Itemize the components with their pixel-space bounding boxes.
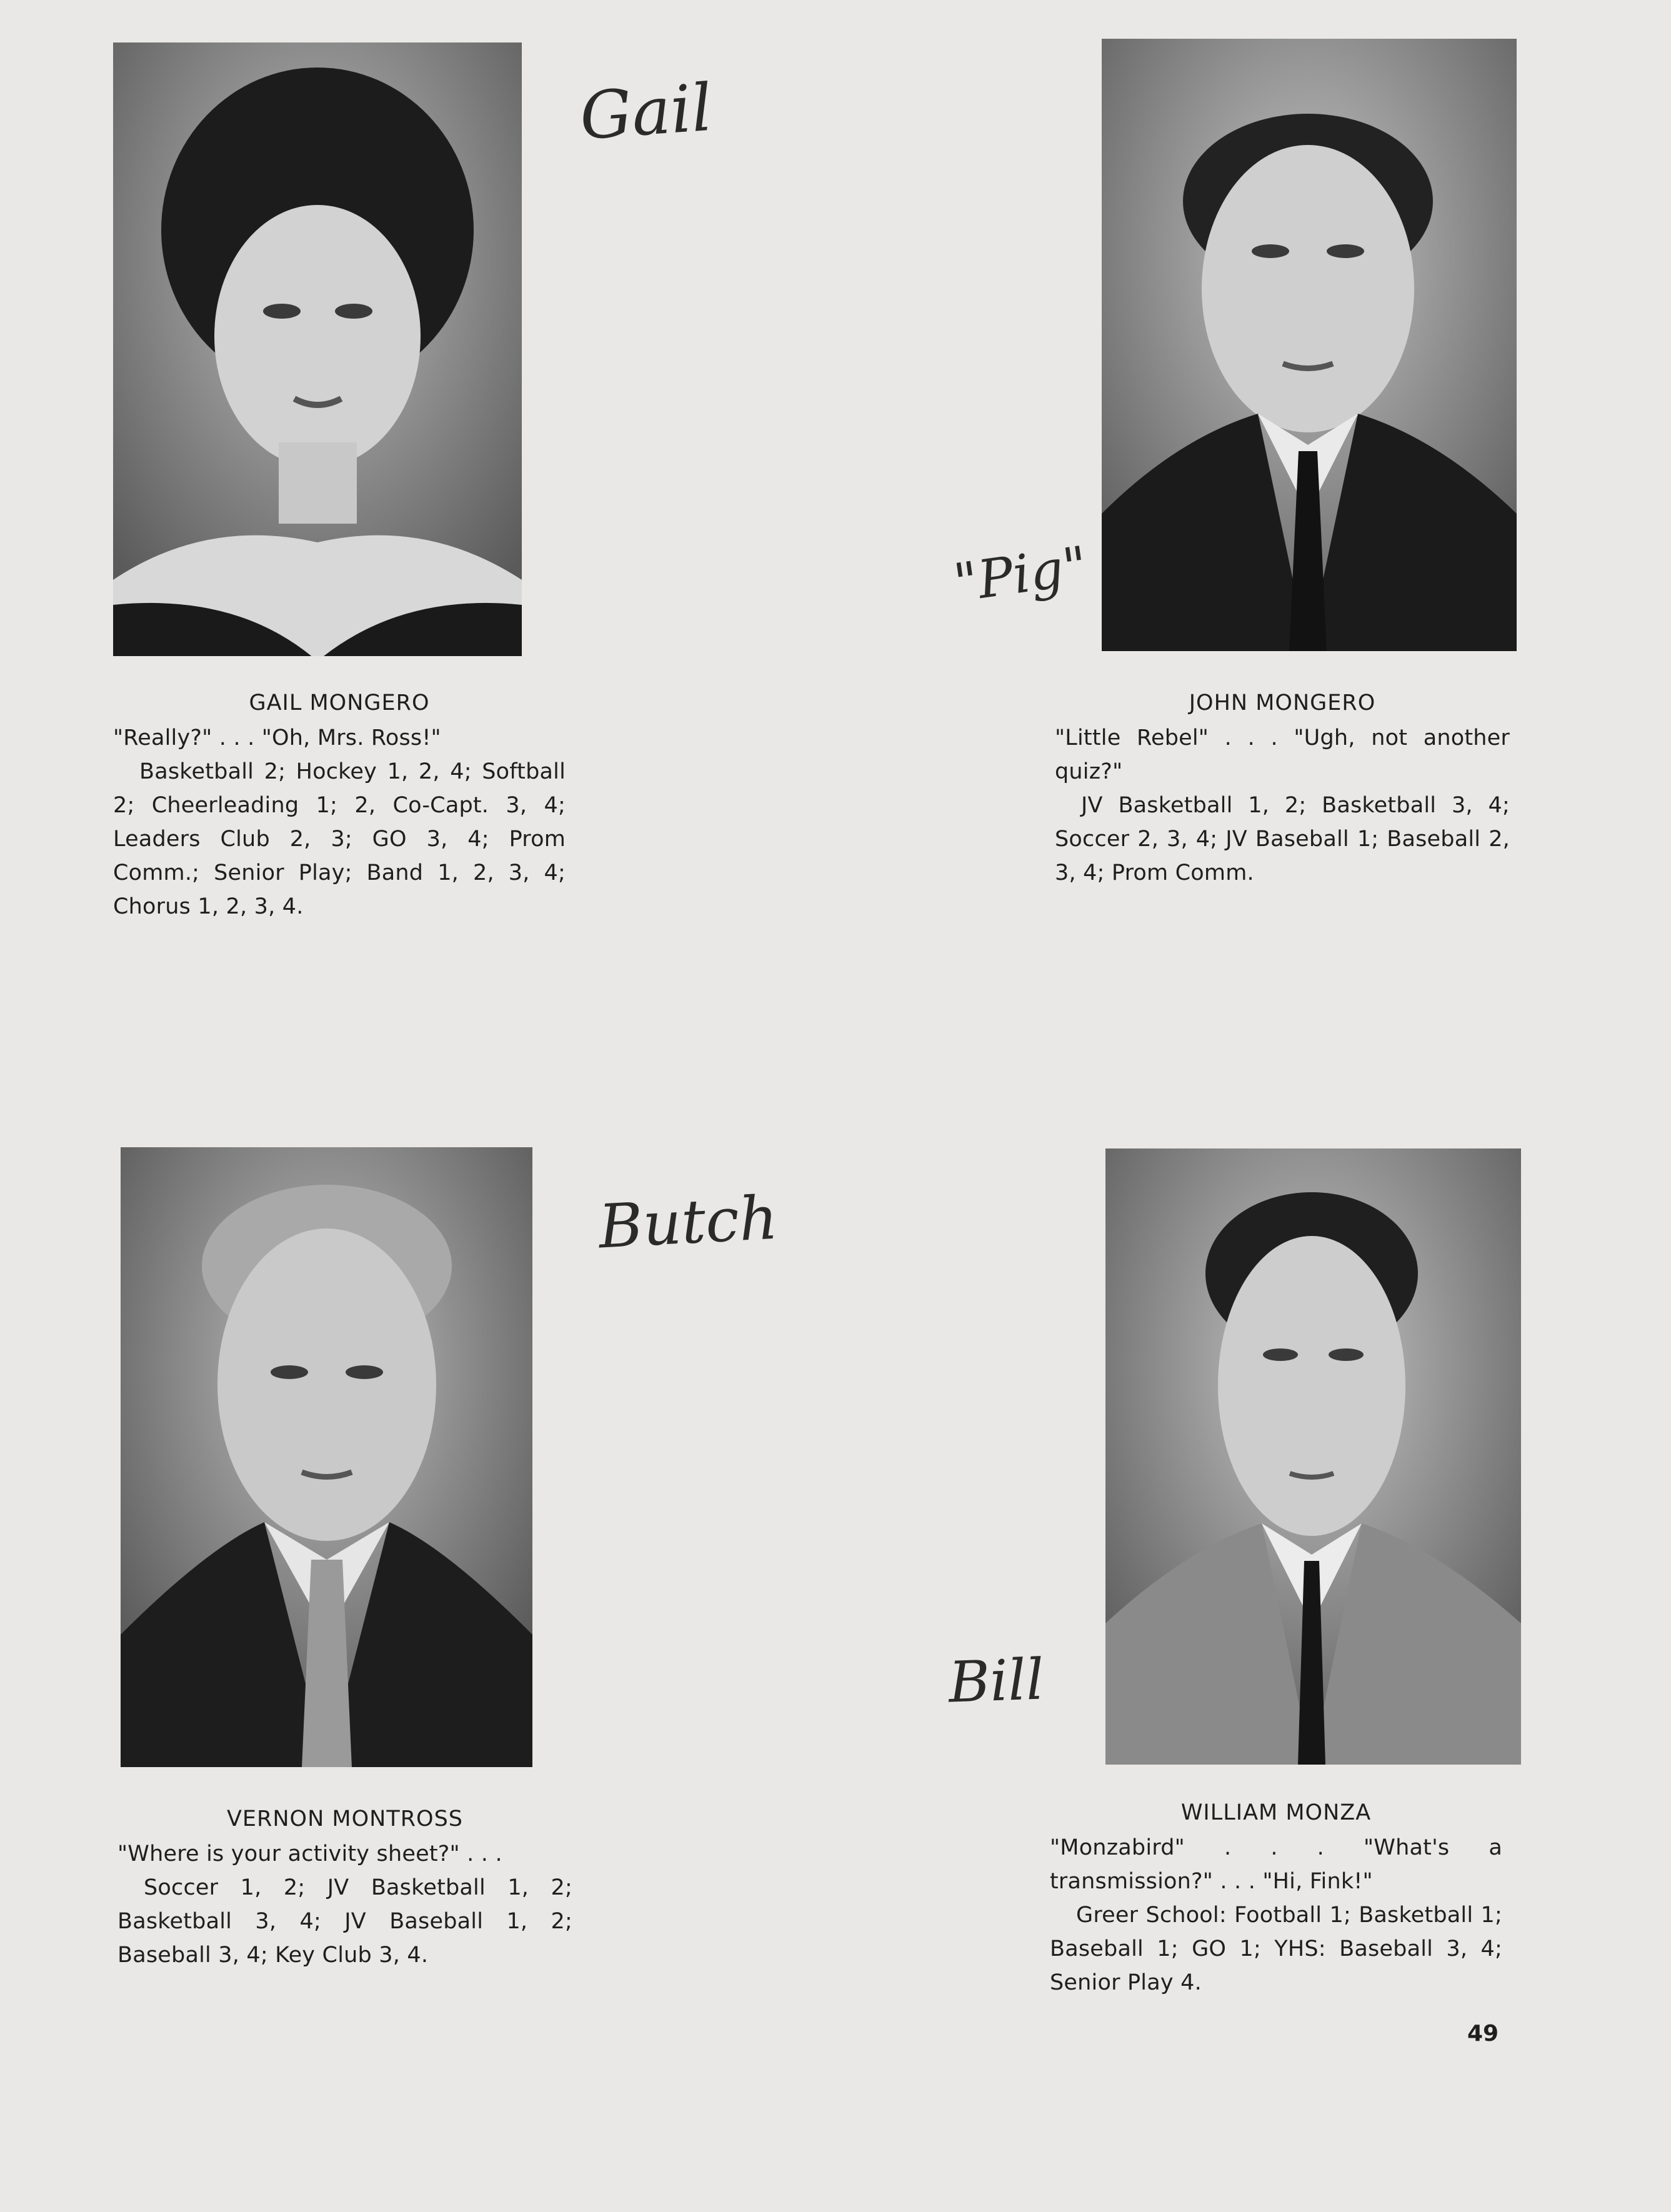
signature-vernon: Butch [597,1182,780,1262]
student-activities: Greer School: Football 1; Basketball 1; Baseball 1; GO 1; YHS: Baseball 3, 4; Senior Play 4. [1050,1903,1502,1995]
student-activities: Soccer 1, 2; JV Basketball 1, 2; Basketball 3, 4; JV Baseball 1, 2; Baseball 3, 4; Key Club 3, 4. [117,1875,572,1968]
signature-john: "Pig" [950,534,1092,614]
portrait-photo-vernon-montross [121,1147,532,1767]
student-quote: "Where is your activity sheet?" . . . [117,1841,502,1866]
signature-gail: Gail [577,69,715,155]
portrait-photo-gail-mongero [113,42,522,656]
portrait-photo-william-monza [1105,1148,1521,1765]
student-name: JOHN MONGERO [1189,690,1376,715]
signature-william: Bill [947,1647,1045,1716]
student-quote: "Really?" . . . "Oh, Mrs. Ross!" [113,725,441,750]
student-name: WILLIAM MONZA [1180,1800,1372,1825]
student-entry-gail-mongero [113,686,566,924]
portrait-photo-john-mongero [1102,39,1517,651]
student-name: GAIL MONGERO [249,690,430,715]
student-activities: Basketball 2; Hockey 1, 2, 4; Softball 2; Cheerleading 1; 2, Co-Capt. 3, 4; Leaders Club 2, 3; GO 3, 4; Prom Comm.; Senior Play; Band 1, 2, 3, 4; Chorus 1, 2, 3, 4. [113,759,566,919]
page-number: 49 [1467,2021,1499,2046]
student-quote: "Monzabird" . . . "What's a transmission?" . . . "Hi, Fink!" [1050,1835,1502,1894]
student-entry-vernon-montross [117,1802,572,1972]
student-entry-william-monza [1050,1796,1502,2000]
student-quote: "Little Rebel" . . . "Ugh, not another quiz?" [1055,725,1510,784]
student-activities: JV Basketball 1, 2; Basketball 3, 4; Soccer 2, 3, 4; JV Baseball 1; Baseball 2, 3, 4; Prom Comm. [1055,793,1510,885]
student-entry-john-mongero [1055,686,1510,890]
student-name: VERNON MONTROSS [226,1806,464,1831]
